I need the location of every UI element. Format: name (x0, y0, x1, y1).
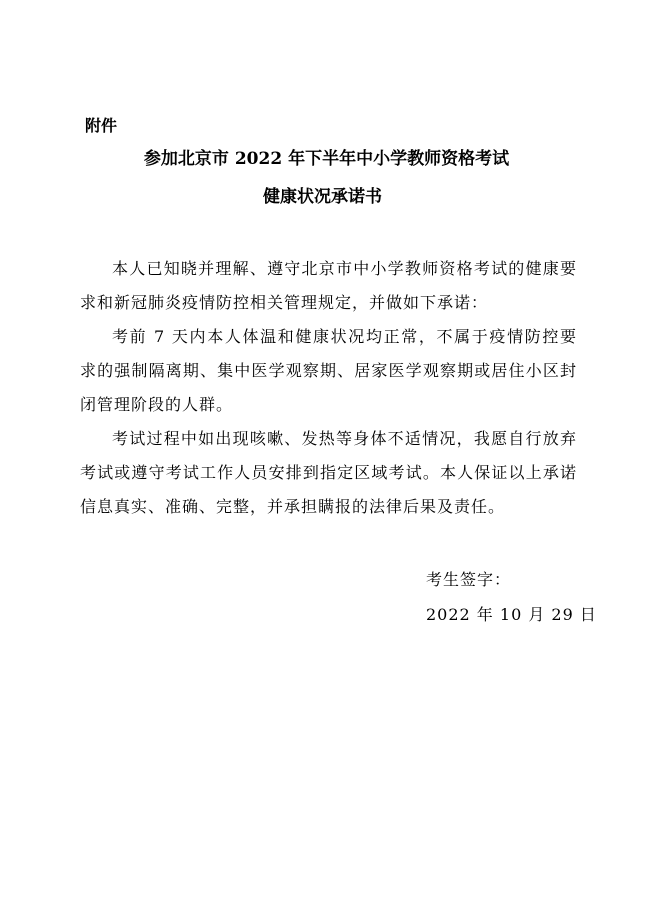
signature-date: 2022 年 10 月 29 日 (426, 605, 597, 624)
paragraph-text: 考试过程中如出现咳嗽、发热等身体不适情况，我愿自行放弃考试或遵守考试工作人员安排到指定区域考试。本人保证以上承诺信息真实、准确、完整，并承担瞒报的法律后果及责任。 (80, 429, 577, 516)
paragraph-exam-conduct (80, 422, 577, 524)
paragraph-health-status (80, 320, 577, 422)
document-title-line-2: 健康状况承诺书 (263, 187, 382, 207)
paragraph-text: 考前 7 天内本人体温和健康状况均正常，不属于疫情防控要求的强制隔离期、集中医学观察期、居家医学观察期或居住小区封闭管理阶段的人群。 (80, 327, 577, 414)
paragraph-acknowledgement (80, 252, 577, 320)
paragraph-text: 本人已知晓并理解、遵守北京市中小学教师资格考试的健康要求和新冠肺炎疫情防控相关管理规定，并做如下承诺： (80, 259, 577, 312)
document-title-line-1: 参加北京市 2022 年下半年中小学教师资格考试 (143, 149, 510, 169)
attachment-label: 附件 (85, 116, 118, 135)
signature-label: 考生签字： (426, 570, 512, 589)
